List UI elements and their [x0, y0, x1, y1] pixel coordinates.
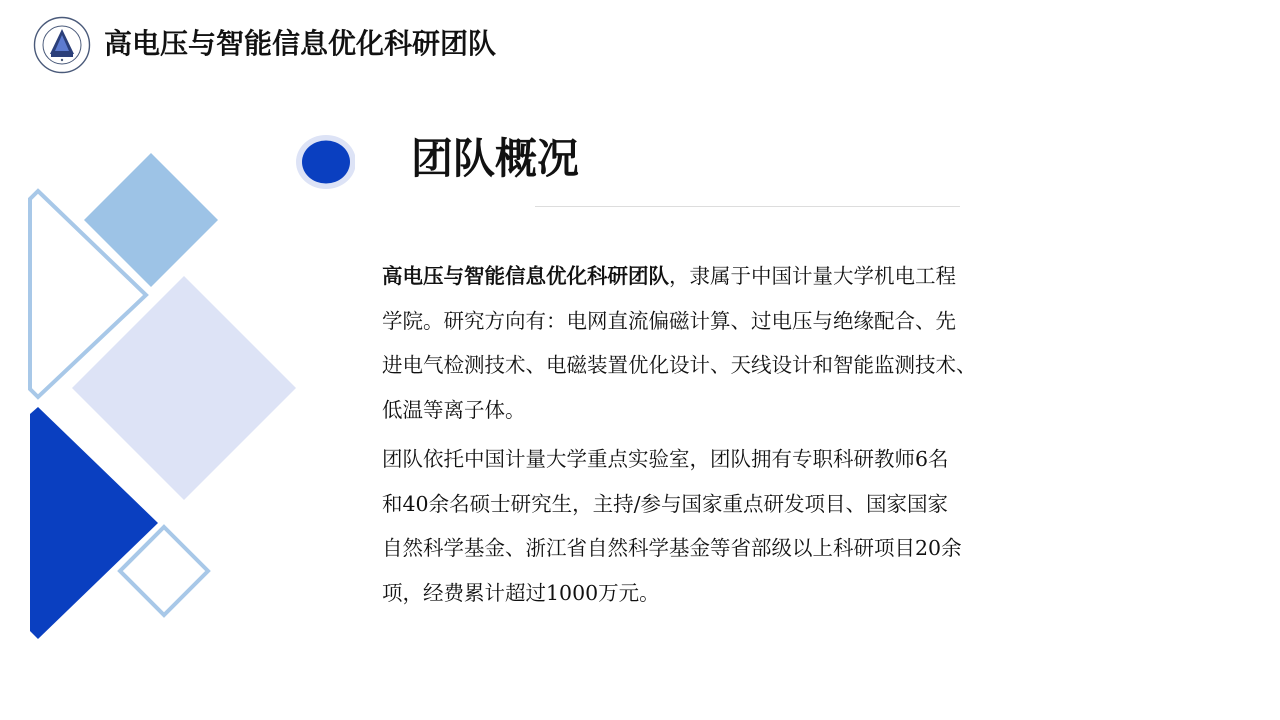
paragraph2-line4: 项，经费累计超过1000万元。 [382, 580, 660, 605]
section-title: 团队概况 [411, 134, 580, 183]
paragraph-team-resources [382, 437, 1082, 615]
title-divider [535, 206, 960, 207]
body-text [382, 254, 1082, 615]
decorative-diamonds [0, 0, 320, 660]
team-name-bold: 高电压与智能信息优化科研团队 [382, 264, 669, 288]
paragraph1-line2: 学院。研究方向有：电网直流偏磁计算、过电压与绝缘配合、先 [382, 308, 956, 333]
diamond-light-blue [84, 153, 218, 287]
paragraph2-line1: 团队依托中国计量大学重点实验室，团队拥有专职科研教师6名 [382, 447, 949, 471]
paragraph1-line4: 低温等离子体。 [382, 397, 526, 422]
paragraph1-line3: 进电气检测技术、电磁装置优化设计、天线设计和智能监测技术、 [382, 353, 977, 377]
paragraph1-line1: ，隶属于中国计量大学机电工程 [669, 264, 956, 288]
paragraph2-line2: 和40余名硕士研究生，主持/参与国家重点研发项目、国家国家 [382, 491, 948, 516]
paragraph2-line3: 自然科学基金、浙江省自然科学基金等省部级以上科研项目20余 [382, 536, 962, 560]
header-title: 高电压与智能信息优化科研团队 [104, 27, 497, 60]
paragraph-team-overview [382, 254, 1082, 432]
bullet-circle-icon [295, 134, 355, 190]
diamond-pale-blue [72, 276, 296, 500]
